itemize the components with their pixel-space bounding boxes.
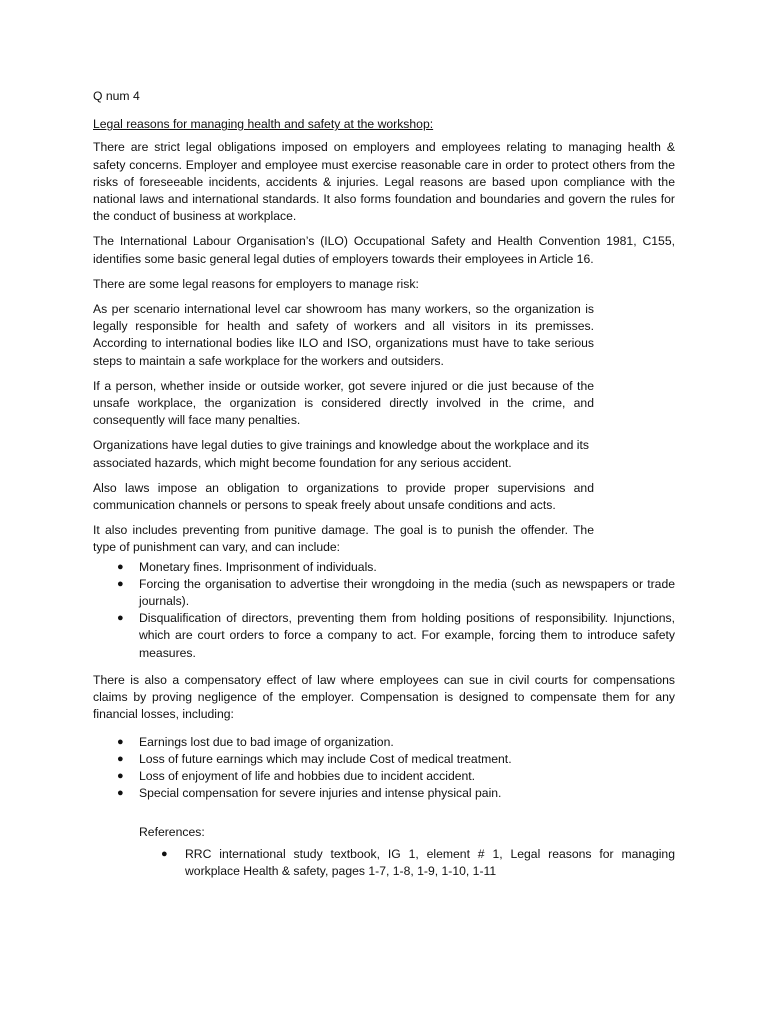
references-section <box>93 824 675 880</box>
list-item <box>93 768 675 785</box>
list-item-text: Earnings lost due to bad image of organization. <box>139 734 394 749</box>
references-title: References: <box>139 825 205 840</box>
bullet-icon: ● <box>117 577 124 590</box>
reference-text: RRC international study textbook, IG 1, element # 1, Legal reasons for managing workplace Health & safety, pages 1-7, 1-8, 1-9, 1-10, 1-11 <box>185 846 675 878</box>
paragraph-compensation: There is also a compensatory effect of law where employees can sue in civil courts for compensations claims by proving negligence of the employer. Compensation is designed to compensate them for any financial losses, including: <box>93 672 675 722</box>
paragraph-punitive: It also includes preventing from punitive damage. The goal is to punish the offender. The type of punishment can vary, and can include: <box>93 523 594 555</box>
list-item <box>93 576 675 610</box>
bullet-icon: ● <box>117 735 124 748</box>
section-heading: Legal reasons for managing health and safety at the workshop: <box>93 117 434 132</box>
list-item <box>93 734 675 751</box>
bullet-icon: ● <box>117 769 124 782</box>
bullet-icon: ● <box>117 752 124 765</box>
bullet-icon: ● <box>117 612 124 625</box>
paragraph-ilo: The International Labour Organisation’s (ILO) Occupational Safety and Health Convention 1981, C155, identifies some basic general legal duties of employers towards their employees in Article 16. <box>93 234 675 266</box>
question-number: Q num 4 <box>93 89 140 103</box>
list-item-text: Monetary fines. Imprisonment of individuals. <box>139 559 377 574</box>
bullet-icon: ● <box>117 560 124 573</box>
list-item <box>93 610 675 662</box>
bullet-icon: ● <box>117 787 124 800</box>
list-item <box>93 751 675 768</box>
list-item-text: Special compensation for severe injuries and intense physical pain. <box>139 786 502 801</box>
list-item <box>93 559 675 576</box>
paragraph-penalties: If a person, whether inside or outside worker, got severe injured or die just because of the unsafe workplace, the organization is considered directly involved in the crime, and consequently will face many penalties. <box>93 378 594 428</box>
document-body <box>93 88 675 880</box>
paragraph-scenario: As per scenario international level car showroom has many workers, so the organization is legally responsible for health and safety of workers and all visitors in its premisses. According to international bodies like ILO and ISO, organizations must have to take serious steps to maintain a safe workplace for the workers and outsiders. <box>93 302 594 368</box>
list-item-text: Disqualification of directors, preventing them from holding positions of responsibility. Injunctions, which are court orders to force a company to act. For example, forcing them to introduce safety measures. <box>139 611 675 660</box>
list-item <box>93 785 675 802</box>
paragraph-supervision: Also laws impose an obligation to organizations to provide proper supervisions and communication channels or persons to speak freely about unsafe conditions and acts. <box>93 480 594 513</box>
paragraph-training: Organizations have legal duties to give trainings and knowledge about the workplace and its associated hazards, which might become foundation for any serious accident. <box>93 438 589 470</box>
list-item-text: Loss of enjoyment of life and hobbies due to incident accident. <box>139 768 476 783</box>
punishment-list <box>93 559 675 662</box>
list-item <box>139 846 675 880</box>
list-item-text: Forcing the organisation to advertise their wrongdoing in the media (such as newspapers or trade journals). <box>139 576 675 609</box>
references-list <box>139 846 675 880</box>
compensation-list <box>93 734 675 803</box>
paragraph-intro: There are strict legal obligations imposed on employers and employees relating to managing health & safety concerns. Employer and employee must exercise reasonable care in order to protect others from the risks of foreseeable incidents, accidents & injuries. Legal reasons are based upon compliance with the national laws and international standards. It also forms foundation and boundaries and govern the rules for the conduct of business at workplace. <box>93 140 675 224</box>
paragraph-legal-reasons-lead: There are some legal reasons for employers to manage risk: <box>93 276 419 291</box>
bullet-icon: ● <box>161 847 168 860</box>
list-item-text: Loss of future earnings which may include Cost of medical treatment. <box>139 751 512 766</box>
